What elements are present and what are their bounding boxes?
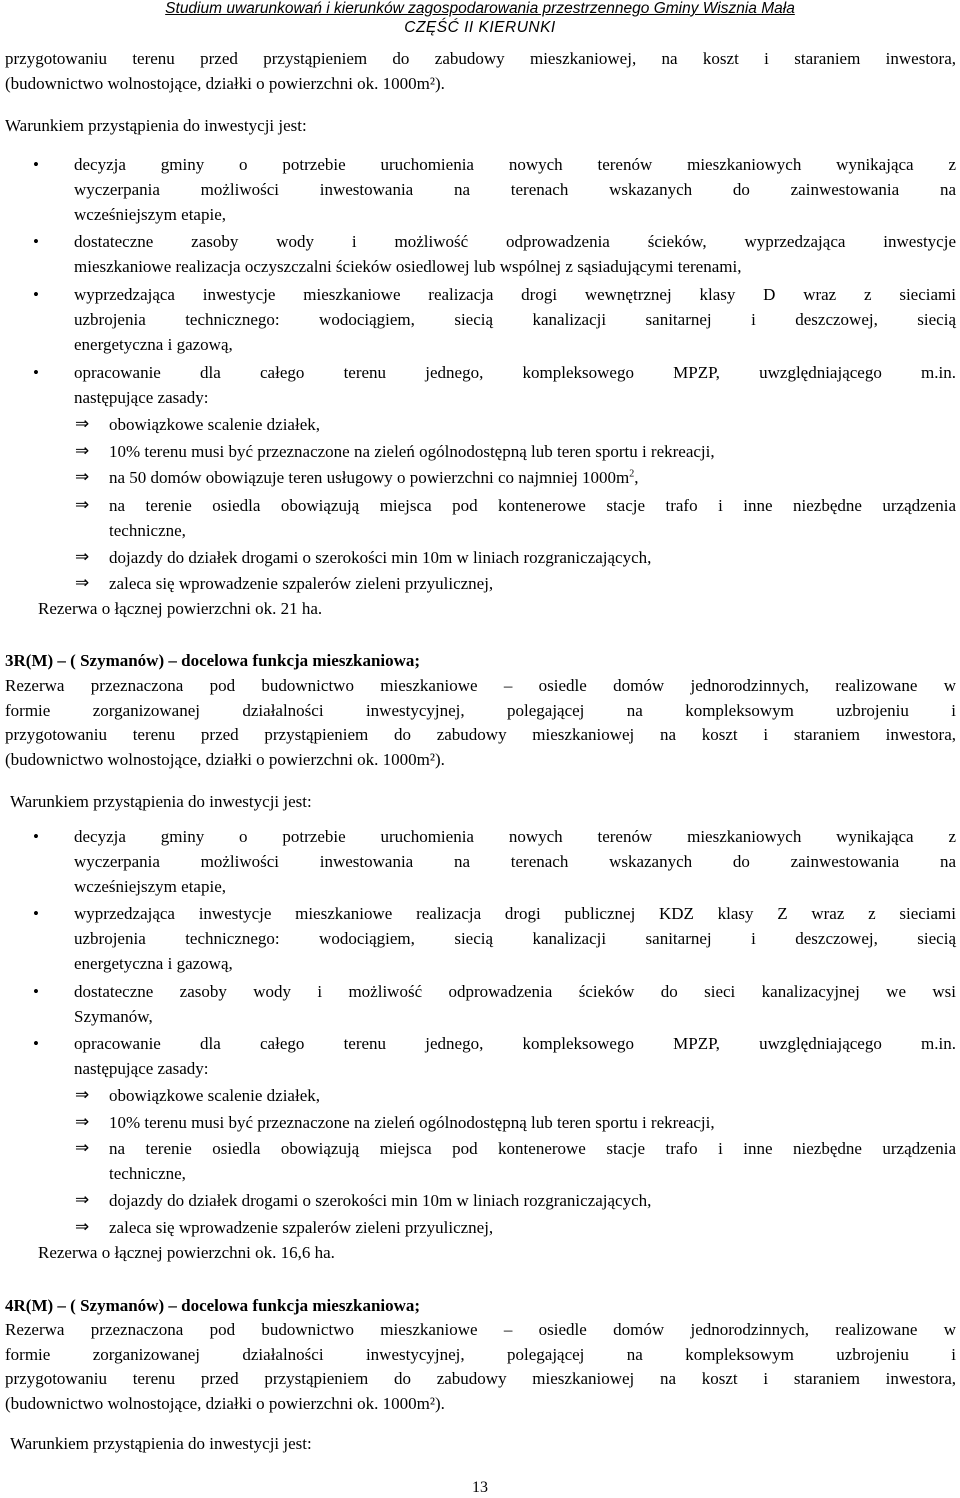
rule-item bbox=[75, 465, 639, 490]
text-line: energetyczna i gazową, bbox=[74, 335, 233, 354]
text-line: decyzja gminy o potrzebie uruchomienia nowych terenów mieszkaniowych wynikająca z bbox=[74, 155, 956, 174]
text-line: formie zorganizowanej działalności inwestycyjnej, polegającej na kompleksowym uzbrojeniu i bbox=[5, 1344, 956, 1364]
list-item bbox=[33, 1031, 956, 1081]
list-item bbox=[33, 901, 956, 976]
text-line: dostateczne zasoby wody i możliwość odprowadzenia ścieków, wyprzedzająca inwestycje bbox=[74, 232, 956, 251]
rule-item bbox=[75, 1136, 956, 1186]
section-heading bbox=[5, 651, 420, 671]
rule-text: obowiązkowe scalenie działek, bbox=[109, 415, 320, 434]
list-item bbox=[33, 229, 956, 279]
arrow-icon: ⇒ bbox=[75, 1217, 90, 1237]
text-line: przygotowaniu terenu przed przystąpieniem do zabudowy mieszkaniowej, na koszt i staraniem inwestora, bbox=[5, 49, 956, 68]
list-item bbox=[33, 979, 956, 1029]
rule-text: 10% terenu musi być przeznaczone na zieleń ogólnodostępną lub teren sportu i rekreacji, bbox=[109, 1113, 715, 1132]
reserve-area: Rezerwa o łącznej powierzchni ok. 21 ha. bbox=[38, 599, 323, 618]
section-code: 3R(M) bbox=[5, 651, 54, 670]
text-line: wyprzedzająca inwestycje mieszkaniowe realizacja drogi publicznej KDZ klasy Z wraz z sieciami bbox=[74, 904, 956, 923]
text-line: techniczne, bbox=[109, 521, 186, 540]
text-line: uzbrojenia technicznego: wodociągiem, siecią kanalizacji sanitarnej i deszczowej, siecią bbox=[74, 929, 956, 948]
bullet-icon: • bbox=[33, 827, 39, 846]
rule-text: 10% terenu musi być przeznaczone na zieleń ogólnodostępną lub teren sportu i rekreacji, bbox=[109, 442, 715, 461]
intro-paragraph bbox=[5, 1318, 956, 1416]
section-heading-text: – ( Szymanów) – docelowa funkcja mieszkaniowa; bbox=[53, 651, 421, 670]
document-header-title: Studium uwarunkowań i kierunków zagospodarowania przestrzennego Gminy Wisznia Mała bbox=[165, 0, 795, 17]
text-line: formie zorganizowanej działalności inwestycyjnej, polegającej na kompleksowym uzbrojeniu i bbox=[5, 700, 956, 720]
superscript: 2 bbox=[629, 468, 635, 480]
reserve-area: Rezerwa o łącznej powierzchni ok. 16,6 ha. bbox=[38, 1243, 335, 1262]
conditions-label: Warunkiem przystąpienia do inwestycji jest: bbox=[10, 792, 312, 811]
text-line: następujące zasady: bbox=[74, 1059, 209, 1078]
rule-item bbox=[75, 412, 320, 437]
arrow-icon: ⇒ bbox=[75, 495, 90, 515]
rule-text: dojazdy do działek drogami o szerokości min 10m w liniach rozgraniczających, bbox=[109, 1191, 652, 1210]
bullet-icon: • bbox=[33, 1034, 39, 1053]
rule-item bbox=[75, 493, 956, 543]
text-line: mieszkaniowe realizacja oczyszczalni ścieków osiedlowej lub wspólnej z sąsiadującymi terenami, bbox=[74, 257, 742, 276]
page-number: 13 bbox=[472, 1479, 488, 1496]
section-heading bbox=[5, 1296, 420, 1316]
text-line: Rezerwa przeznaczona pod budownictwo mieszkaniowe – osiedle domów jednorodzinnych, realizowane w bbox=[5, 1320, 956, 1339]
arrow-icon: ⇒ bbox=[75, 441, 90, 461]
text-line: wyczerpania możliwości inwestowania na terenach wskazanych do zainwestowania na bbox=[74, 180, 956, 199]
conditions-label: Warunkiem przystąpienia do inwestycji jest: bbox=[10, 1434, 312, 1453]
intro-paragraph bbox=[5, 47, 956, 96]
text-line: (budownictwo wolnostojące, działki o powierzchni ok. 1000m²). bbox=[5, 1393, 445, 1413]
section-heading-text: – ( Szymanów) – docelowa funkcja mieszkaniowa; bbox=[53, 1296, 421, 1315]
rule-item bbox=[75, 1083, 320, 1108]
section-code: 4R(M) bbox=[5, 1296, 54, 1315]
bullet-icon: • bbox=[33, 232, 39, 251]
text-line: (budownictwo wolnostojące, działki o powierzchni ok. 1000m²). bbox=[5, 749, 445, 769]
text-line: Szymanów, bbox=[74, 1007, 153, 1026]
text-line: wcześniejszym etapie, bbox=[74, 877, 226, 896]
text-line: decyzja gminy o potrzebie uruchomienia nowych terenów mieszkaniowych wynikająca z bbox=[74, 827, 956, 846]
arrow-icon: ⇒ bbox=[75, 1085, 90, 1105]
list-item bbox=[33, 152, 956, 227]
text-line: następujące zasady: bbox=[74, 388, 209, 407]
bullet-icon: • bbox=[33, 982, 39, 1001]
text-line: Rezerwa przeznaczona pod budownictwo mieszkaniowe – osiedle domów jednorodzinnych, realizowane w bbox=[5, 676, 956, 695]
text-line: wcześniejszym etapie, bbox=[74, 205, 226, 224]
rule-text: na 50 domów obowiązuje teren usługowy o powierzchni co najmniej 1000m bbox=[109, 468, 630, 487]
text-line: wyprzedzająca inwestycje mieszkaniowe realizacja drogi wewnętrznej klasy D wraz z sieciami bbox=[74, 285, 956, 304]
arrow-icon: ⇒ bbox=[75, 414, 90, 434]
text-line: przygotowaniu terenu przed przystąpieniem do zabudowy mieszkaniowej na koszt i staraniem inwestora, bbox=[5, 725, 956, 744]
rule-text-tail: , bbox=[634, 468, 639, 487]
rule-item bbox=[75, 1110, 715, 1135]
arrow-icon: ⇒ bbox=[75, 547, 90, 567]
text-line: na terenie osiedla obowiązują miejsca pod kontenerowe stacje trafo i inne niezbędne urządzenia bbox=[109, 1139, 956, 1158]
rule-text: zaleca się wprowadzenie szpalerów zieleni przyulicznej, bbox=[109, 574, 494, 593]
bullet-icon: • bbox=[33, 904, 39, 923]
text-line: uzbrojenia technicznego: wodociągiem, siecią kanalizacji sanitarnej i deszczowej, siecią bbox=[74, 310, 956, 329]
text-line: energetyczna i gazową, bbox=[74, 954, 233, 973]
rule-item bbox=[75, 1188, 652, 1213]
text-line: przygotowaniu terenu przed przystąpieniem do zabudowy mieszkaniowej na koszt i staraniem inwestora, bbox=[5, 1369, 956, 1388]
arrow-icon: ⇒ bbox=[75, 467, 90, 487]
intro-paragraph bbox=[5, 674, 956, 772]
list-item bbox=[33, 360, 956, 410]
text-line: wyczerpania możliwości inwestowania na terenach wskazanych do zainwestowania na bbox=[74, 852, 956, 871]
text-line: opracowanie dla całego terenu jednego, kompleksowego MPZP, uwzględniającego m.in. bbox=[74, 363, 956, 382]
text-line: techniczne, bbox=[109, 1164, 186, 1183]
rule-text: obowiązkowe scalenie działek, bbox=[109, 1086, 320, 1105]
bullet-icon: • bbox=[33, 155, 39, 174]
text-line: dostateczne zasoby wody i możliwość odprowadzenia ścieków do sieci kanalizacyjnej we wsi bbox=[74, 982, 956, 1001]
text-line: opracowanie dla całego terenu jednego, kompleksowego MPZP, uwzględniającego m.in. bbox=[74, 1034, 956, 1053]
conditions-label: Warunkiem przystąpienia do inwestycji jest: bbox=[5, 116, 307, 135]
text-line: (budownictwo wolnostojące, działki o powierzchni ok. 1000m²). bbox=[5, 73, 445, 93]
text-line: na terenie osiedla obowiązują miejsca pod kontenerowe stacje trafo i inne niezbędne urządzenia bbox=[109, 496, 956, 515]
arrow-icon: ⇒ bbox=[75, 1112, 90, 1132]
rule-item bbox=[75, 439, 715, 464]
bullet-icon: • bbox=[33, 285, 39, 304]
rule-item bbox=[75, 571, 494, 596]
list-item bbox=[33, 824, 956, 899]
rule-item bbox=[75, 545, 652, 570]
arrow-icon: ⇒ bbox=[75, 1138, 90, 1158]
document-header-subtitle: CZĘŚĆ II KIERUNKI bbox=[404, 19, 556, 36]
arrow-icon: ⇒ bbox=[75, 573, 90, 593]
rule-item bbox=[75, 1215, 494, 1240]
list-item bbox=[33, 282, 956, 357]
bullet-icon: • bbox=[33, 363, 39, 382]
rule-text: zaleca się wprowadzenie szpalerów zieleni przyulicznej, bbox=[109, 1218, 494, 1237]
rule-text: dojazdy do działek drogami o szerokości min 10m w liniach rozgraniczających, bbox=[109, 548, 652, 567]
arrow-icon: ⇒ bbox=[75, 1190, 90, 1210]
